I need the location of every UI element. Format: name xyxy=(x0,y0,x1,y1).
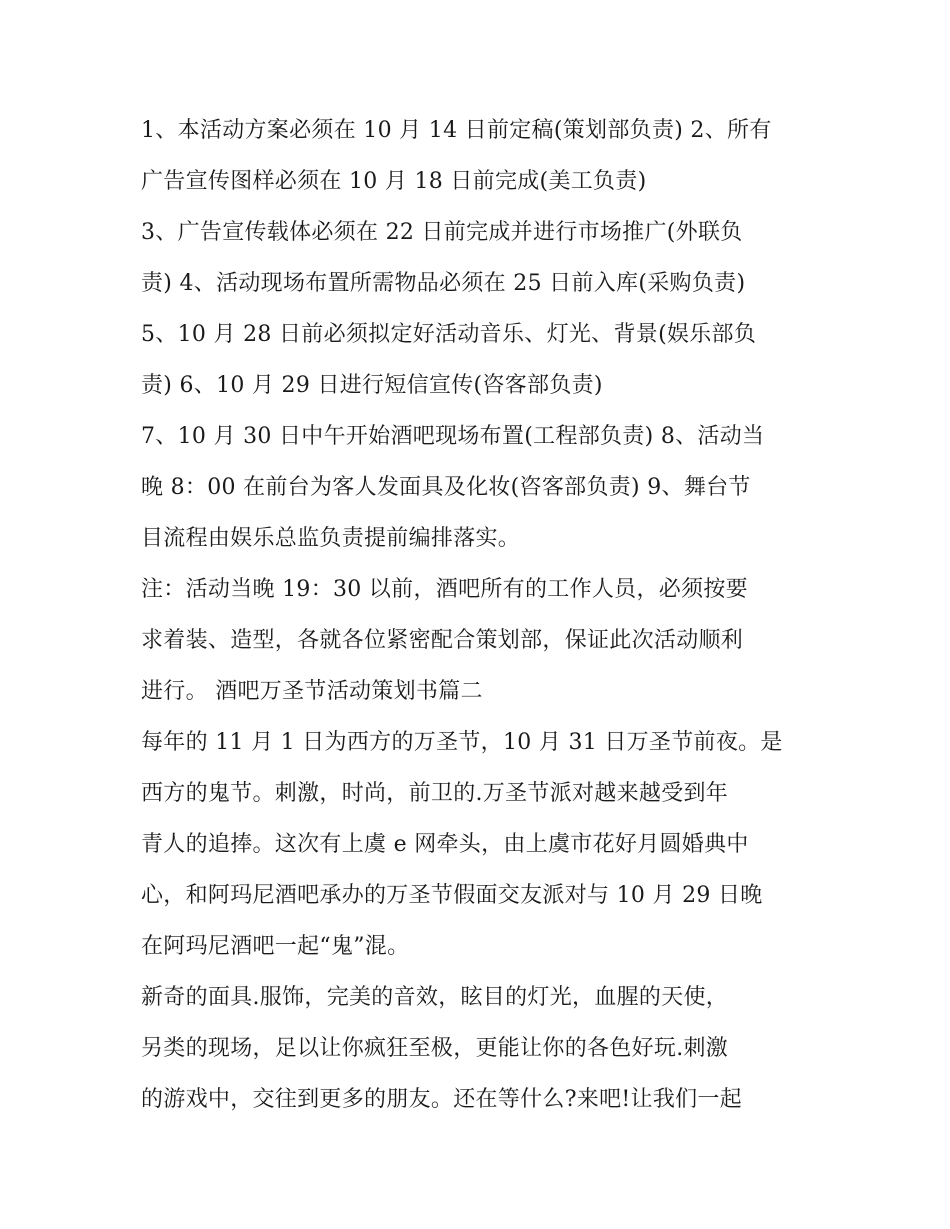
text-line-14: 西方的鬼节。刺激，时尚，前卫的.万圣节派对越来越受到年 xyxy=(141,781,729,806)
text-line-2: 广告宣传图样必须在 10 月 18 日前完成(美工负责) xyxy=(141,169,647,194)
text-line-20: 的游戏中，交往到更多的朋友。还在等什么?来吧!让我们一起 xyxy=(141,1087,743,1112)
text-line-15: 青人的追捧。这次有上虞 e 网牵头，由上虞市花好月圆婚典中 xyxy=(141,832,749,857)
text-line-1: 1、本活动方案必须在 10 月 14 日前定稿(策划部负责) 2、所有 xyxy=(141,118,772,143)
text-line-7: 7、10 月 30 日中午开始酒吧现场布置(工程部负责) 8、活动当 xyxy=(141,424,765,449)
text-line-3: 3、广告宣传载体必须在 22 日前完成并进行市场推广(外联负 xyxy=(141,220,743,245)
text-line-18: 新奇的面具.服饰，完美的音效，眩目的灯光，血腥的天使， xyxy=(141,985,729,1010)
text-line-5: 5、10 月 28 日前必须拟定好活动音乐、灯光、背景(娱乐部负 xyxy=(141,322,757,347)
text-line-11: 求着装、造型，各就各位紧密配合策划部，保证此次活动顺利 xyxy=(141,628,744,653)
text-line-4: 责) 4、活动现场布置所需物品必须在 25 日前入库(采购负责) xyxy=(141,271,746,296)
text-line-17: 在阿玛尼酒吧一起“鬼”混。 xyxy=(141,934,410,959)
document-body xyxy=(141,105,821,1125)
text-line-9: 目流程由娱乐总监负责提前编排落实。 xyxy=(141,526,521,551)
text-line-12: 进行。 酒吧万圣节活动策划书篇二 xyxy=(141,679,483,704)
text-line-8: 晚 8：00 在前台为客人发面具及化妆(咨客部负责) 9、舞台节 xyxy=(141,475,751,500)
text-line-16: 心，和阿玛尼酒吧承办的万圣节假面交友派对与 10 月 29 日晚 xyxy=(141,883,763,908)
text-line-19: 另类的现场，足以让你疯狂至极，更能让你的各色好玩.刺激 xyxy=(141,1036,729,1061)
text-line-6: 责) 6、10 月 29 日进行短信宣传(咨客部负责) xyxy=(141,373,603,398)
text-line-10: 注：活动当晚 19：30 以前，酒吧所有的工作人员，必须按要 xyxy=(141,577,748,602)
text-line-13: 每年的 11 月 1 日为西方的万圣节，10 月 31 日万圣节前夜。是 xyxy=(141,730,783,755)
